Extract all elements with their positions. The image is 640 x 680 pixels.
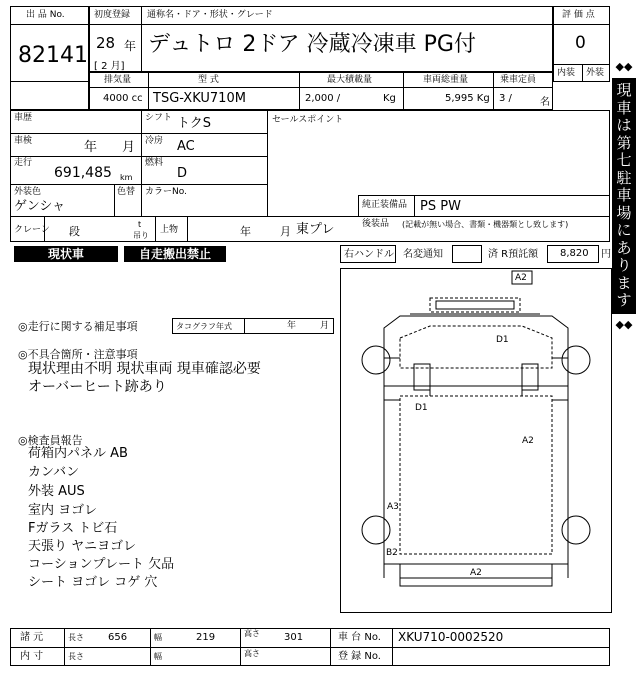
divider	[141, 110, 142, 216]
upper-year: 年	[240, 225, 251, 238]
right-hand-label: 右ハンドル	[344, 249, 394, 260]
displacement-label: 排気量	[104, 75, 132, 85]
divider	[44, 216, 45, 242]
side-banner	[612, 60, 636, 332]
current-vehicle-badge: 現状車	[14, 246, 118, 262]
divider	[155, 216, 156, 242]
damage-mark: A2	[470, 568, 482, 578]
name-change-label: 名変通知	[403, 249, 443, 260]
model-label: 通称名・ドア・形状・グレード	[147, 10, 273, 20]
inspection-label: 車検	[14, 136, 33, 146]
max-load: 2,000 /	[305, 93, 341, 104]
banner-bottom-mark: ◆◆	[615, 317, 633, 331]
ac: AC	[177, 139, 195, 154]
divider	[299, 72, 300, 110]
car-name: デュトロ 2ドア 冷蔵冷凍車 PG付	[148, 32, 476, 57]
max-load-unit: Kg	[383, 93, 396, 104]
length-value: 656	[108, 632, 128, 643]
crane-dan: 段	[69, 225, 80, 238]
divider	[64, 628, 65, 666]
options-label: 純正装備品	[362, 200, 408, 210]
no-self-drive-badge: 自走搬出禁止	[124, 246, 226, 262]
chassis-label: 車 台 No.	[338, 632, 381, 643]
year-unit: 年	[124, 39, 137, 53]
inspector-item: Fガラス トビ石	[28, 521, 118, 536]
model-type-label: 型 式	[198, 75, 219, 85]
reg-month: [ 2 月]	[94, 61, 125, 72]
crane-label: クレーン	[14, 225, 50, 235]
damage-mark: A3	[387, 502, 399, 512]
ac-label: 冷房	[145, 136, 164, 146]
width-label: 幅	[154, 633, 162, 642]
interior-height-label: 高さ	[244, 649, 260, 658]
divider	[187, 216, 188, 242]
exterior-score-label: 外装	[586, 68, 605, 78]
truck-diagram	[340, 268, 612, 613]
score-label: 評 価 点	[562, 10, 595, 20]
inspection-year: 年	[84, 140, 98, 155]
divider	[244, 318, 245, 334]
shift: トクS	[177, 116, 211, 131]
inspector-item: カンバン	[28, 465, 80, 480]
inspector-item: シート ヨゴレ コゲ 穴	[28, 575, 158, 590]
divider	[150, 628, 151, 666]
inspector-title: ◎検査員報告	[18, 434, 83, 447]
recycle-unit: 円	[601, 249, 611, 260]
recycle-value: 8,820	[560, 248, 589, 259]
divider	[89, 24, 553, 25]
color: ゲンシャ	[14, 199, 66, 214]
options: PS PW	[420, 199, 461, 214]
divider	[10, 647, 610, 648]
displacement: 4000 cc	[103, 93, 143, 104]
capacity-unit: 名	[540, 97, 550, 108]
banner-top-mark: ◆◆	[615, 60, 633, 73]
capacity: 3 /	[499, 93, 512, 104]
damage-mark: A2	[522, 436, 534, 446]
lot-label: 出 品 No.	[26, 10, 65, 20]
color-label: 外装色	[14, 187, 42, 197]
aftermarket-note: (記載が無い場合、書類・機器類とし致します)	[402, 220, 569, 229]
inspector-item: コーションプレート 欠品	[28, 557, 175, 572]
divider	[10, 24, 89, 25]
interior-score-label: 内装	[557, 68, 576, 78]
fuel-label: 燃料	[145, 158, 164, 168]
divider	[10, 184, 267, 185]
mileage: 691,485	[54, 165, 112, 181]
divider	[582, 64, 583, 82]
upper-label: 上物	[160, 225, 179, 235]
interior-dims-label: 内 寸	[20, 651, 44, 662]
defect-line: オーバーヒート跡あり	[28, 379, 167, 395]
chassis-value: XKU710-0002520	[398, 630, 504, 644]
first-reg-label: 初度登録	[94, 10, 131, 20]
defects-title: ◎不具合箇所・注意事項	[18, 348, 138, 361]
tacho-label: タコグラフ年式	[176, 322, 232, 331]
damage-mark: B2	[386, 548, 398, 558]
banner-text: 現車は第七駐車場にあります	[612, 78, 636, 314]
divider	[240, 628, 241, 666]
lot-continue	[10, 72, 89, 110]
lot-number: 82141	[18, 43, 88, 68]
divider	[148, 72, 149, 110]
recycle-label: 済 R預託額	[488, 249, 539, 260]
divider	[267, 110, 268, 216]
aftermarket-label: 後装品	[362, 219, 390, 229]
defect-line: 現状理由不明 現状車両 現車確認必要	[28, 361, 261, 377]
damage-mark: A2	[515, 273, 527, 283]
height-label: 高さ	[244, 629, 260, 638]
sales-point-label: セールスポイント	[272, 115, 344, 125]
damage-mark: D1	[415, 403, 428, 413]
width-value: 219	[196, 632, 216, 643]
color-change-label: 色替	[117, 187, 136, 197]
inspector-item: 天張り ヤニヨゴレ	[28, 539, 137, 554]
max-load-label: 最大積載量	[327, 75, 373, 85]
divider	[358, 195, 359, 216]
score-value: 0	[575, 33, 586, 53]
tacho-year: 年	[287, 321, 297, 331]
divider	[414, 195, 415, 216]
divider	[10, 216, 610, 217]
damage-mark: D1	[496, 335, 509, 345]
crane-t: t	[138, 220, 142, 229]
reg-no-label: 登 録 No.	[338, 651, 381, 662]
history-label: 車歴	[14, 113, 33, 123]
model-type: TSG-XKU710M	[153, 91, 246, 106]
mileage-unit: km	[120, 173, 133, 182]
height-value: 301	[284, 632, 304, 643]
divider	[10, 133, 267, 134]
dims-label: 諸 元	[20, 632, 44, 643]
divider	[89, 87, 553, 88]
shift-label: シフト	[145, 113, 173, 123]
divider	[403, 72, 404, 110]
crane-tsuri: 吊り	[133, 231, 149, 240]
driving-notes-title: ◎走行に関する補足事項	[18, 320, 138, 333]
divider	[392, 628, 393, 666]
divider	[493, 72, 494, 110]
interior-length-label: 長さ	[68, 652, 84, 661]
gross-weight: 5,995 Kg	[445, 93, 490, 104]
inspector-item: 室内 ヨゴレ	[28, 503, 98, 518]
tacho-month: 月	[320, 321, 330, 331]
fuel: D	[177, 166, 188, 181]
divider	[358, 195, 610, 196]
upper-month: 月	[280, 225, 291, 238]
divider	[330, 628, 331, 666]
length-label: 長さ	[68, 633, 84, 642]
divider	[114, 184, 115, 216]
divider	[553, 24, 610, 25]
reg-year: 28	[96, 34, 116, 52]
name-change-box	[452, 245, 482, 263]
gross-weight-label: 車両総重量	[423, 75, 469, 85]
mileage-label: 走行	[14, 158, 33, 168]
color-no-label: カラーNo.	[145, 187, 187, 197]
capacity-label: 乗車定員	[500, 75, 537, 85]
upper-maker: 東プレ	[296, 222, 335, 237]
inspection-month: 月	[122, 140, 136, 155]
interior-width-label: 幅	[154, 652, 162, 661]
inspector-item: 荷箱内パネル AB	[28, 446, 128, 461]
divider	[141, 6, 142, 72]
divider	[10, 156, 267, 157]
inspector-item: 外装 AUS	[28, 484, 85, 499]
